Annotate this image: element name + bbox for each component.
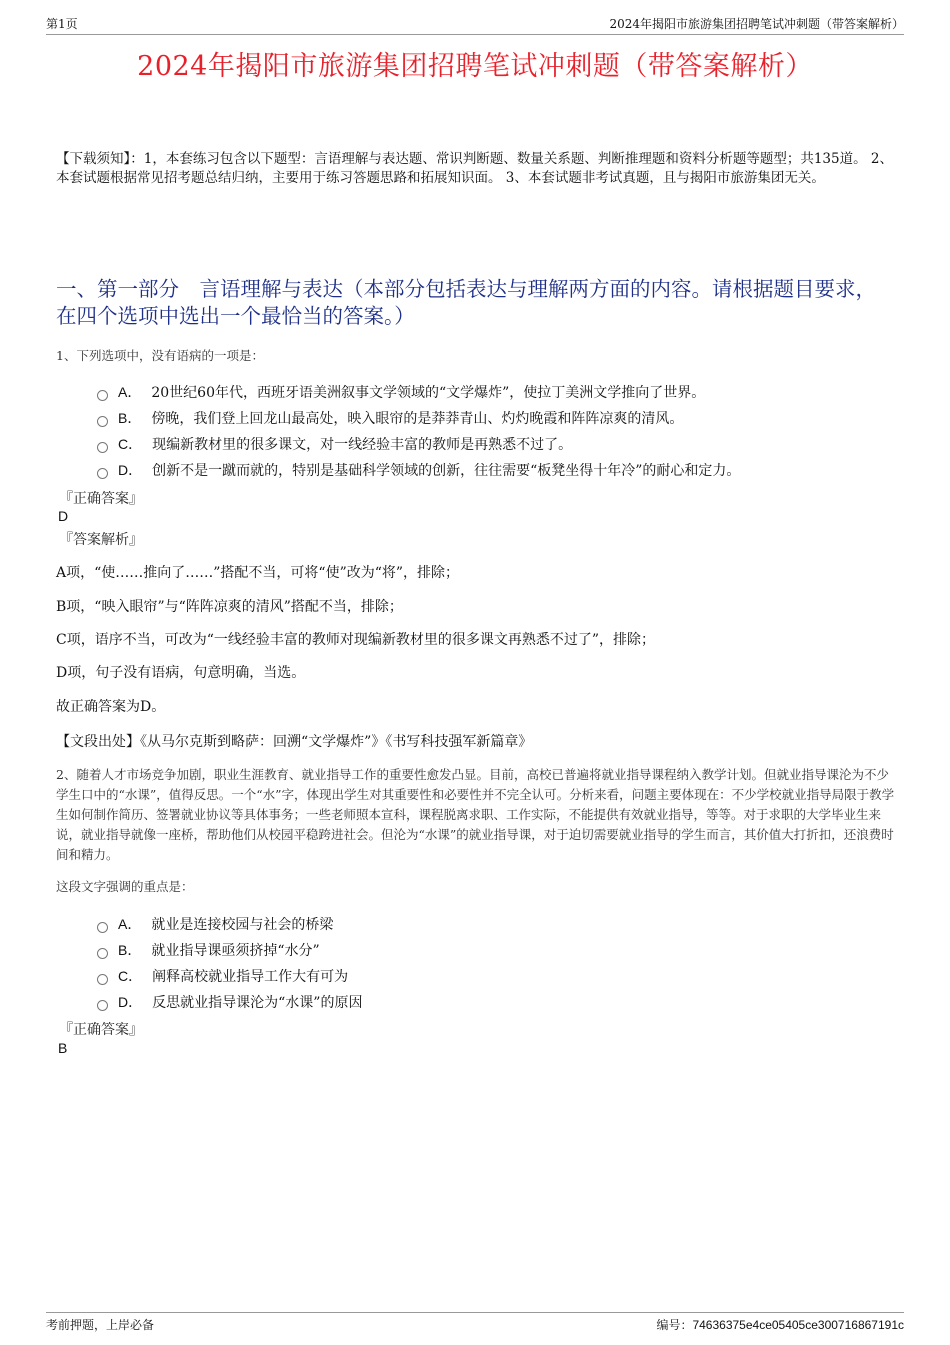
- question-1-stem: 1、下列选项中，没有语病的一项是：: [56, 348, 264, 363]
- question-1-analysis-d: D项，句子没有语病，句意明确，当选。: [56, 665, 306, 681]
- question-2-option-b[interactable]: [94, 937, 910, 963]
- footer-slogan: 考前押题，上岸必备: [46, 1318, 155, 1332]
- question-2-stem: 2、随着人才市场竞争加剧，职业生涯教育、就业指导工作的重要性愈发凸显。目前，高校已普遍将就业指导课程纳入教学计划。但就业指导课沦为不少学生口中的“水课”，值得反思。一个“水”字，体现出学生对其重要性和必要性并不完全认可。分析来看，问题主要体现在：不少学校就业指导局限于教学生如何制作简历、签署就业协议等具体事务；一些老师照本宣科，课程脱离求职、工作实际，不能提供有效就业指导，等等。对于求职的大学毕业生来说，就业指导就像一座桥，帮助他们从校园平稳跨进社会。但沦为“水课”的就业指导课，对于迫切需要就业指导的学生而言，其价值大打折扣，还浪费时间和精力。: [56, 767, 895, 862]
- question-2-answer-label: 『正确答案』: [59, 1022, 143, 1038]
- option-letter: C．: [118, 436, 143, 452]
- option-text: 就业指导课亟须挤掉“水分”: [151, 943, 320, 959]
- question-2-option-c[interactable]: [94, 963, 910, 989]
- option-letter: B．: [118, 942, 142, 958]
- option-letter: D．: [118, 994, 143, 1010]
- option-letter: D．: [118, 462, 143, 478]
- option-letter: A．: [118, 916, 142, 932]
- radio-button-icon[interactable]: [97, 1000, 108, 1011]
- question-1-conclusion: 故正确答案为D。: [56, 699, 166, 715]
- option-text: 现编新教材里的很多课文，对一线经验丰富的教师是再熟悉不过了。: [152, 437, 573, 453]
- footer-code: [656, 1316, 904, 1333]
- question-1-analysis-label: 『答案解析』: [59, 532, 143, 548]
- option-text: 阐释高校就业指导工作大有可为: [152, 969, 349, 985]
- radio-button-icon[interactable]: [97, 442, 108, 453]
- option-letter: A．: [118, 384, 142, 400]
- question-1-option-c[interactable]: [94, 431, 910, 457]
- option-text: 20世纪60年代，西班牙语美洲叙事文学领域的“文学爆炸”，使拉丁美洲文学推向了世界。: [151, 385, 706, 401]
- question-1-option-b[interactable]: [94, 405, 910, 431]
- footer-code-label: 编号：: [656, 1318, 693, 1332]
- option-text: 傍晚，我们登上回龙山最高处，映入眼帘的是莽莽青山、灼灼晚霞和阵阵凉爽的清风。: [151, 411, 684, 427]
- question-2-option-d[interactable]: [94, 989, 910, 1015]
- option-letter: C．: [118, 968, 143, 984]
- radio-button-icon[interactable]: [97, 948, 108, 959]
- option-text: 就业是连接校园与社会的桥梁: [151, 917, 334, 933]
- header-doc-title: 2024年揭阳市旅游集团招聘笔试冲刺题（带答案解析）: [609, 17, 904, 31]
- question-1-option-d[interactable]: [94, 457, 910, 483]
- page-title: 2024年揭阳市旅游集团招聘笔试冲刺题（带答案解析）: [137, 51, 813, 82]
- footer-code-value: 74636375e4ce05405ce300716867191c: [692, 1318, 904, 1332]
- question-2-answer: B: [58, 1040, 68, 1056]
- question-1-analysis-a: A项，“使……推向了……”搭配不当，可将“使”改为“将”，排除；: [56, 565, 460, 581]
- question-1-option-a[interactable]: [94, 379, 910, 405]
- question-1-answer-label: 『正确答案』: [59, 491, 143, 507]
- option-text: 创新不是一蹴而就的，特别是基础科学领域的创新，往往需要“板凳坐得十年冷”的耐心和定力。: [152, 463, 741, 479]
- page-number: 第1页: [46, 17, 78, 31]
- radio-button-icon[interactable]: [97, 974, 108, 985]
- radio-button-icon[interactable]: [97, 468, 108, 479]
- question-2-question: 这段文字强调的重点是：: [56, 879, 194, 894]
- download-notice: 【下载须知】：1，本套练习包含以下题型：言语理解与表达题、常识判断题、数量关系题、判断推理题和资料分析题等题型；共135道。 2、本套试题根据常见招考题总结归纳，主要用于练习答题思路和拓展知识面。 3、本套试题非考试真题，且与揭阳市旅游集团无关。: [56, 151, 893, 186]
- radio-button-icon[interactable]: [97, 390, 108, 401]
- question-1-answer: D: [58, 508, 69, 524]
- page-footer: [46, 1312, 904, 1335]
- radio-button-icon[interactable]: [97, 922, 108, 933]
- question-2-option-a[interactable]: [94, 911, 910, 937]
- question-1-options: [94, 379, 910, 483]
- question-1-analysis-b: B项，“映入眼帘”与“阵阵凉爽的清风”搭配不当，排除；: [56, 599, 403, 615]
- question-2-options: [94, 911, 910, 1015]
- option-letter: B．: [118, 410, 142, 426]
- page-header: [46, 14, 904, 35]
- radio-button-icon[interactable]: [97, 416, 108, 427]
- section-heading: 一、第一部分 言语理解与表达（本部分包括表达与理解两方面的内容。请根据题目要求，在四个选项中选出一个最恰当的答案。）: [56, 277, 876, 328]
- question-1-source: 【文段出处】《从马尔克斯到略萨：回溯“文学爆炸”》《书写科技强军新篇章》: [56, 734, 533, 750]
- question-1-analysis-c: C项，语序不当，可改为“一线经验丰富的教师对现编新教材里的很多课文再熟悉不过了”，排除；: [56, 632, 656, 648]
- option-text: 反思就业指导课沦为“水课”的原因: [152, 995, 363, 1011]
